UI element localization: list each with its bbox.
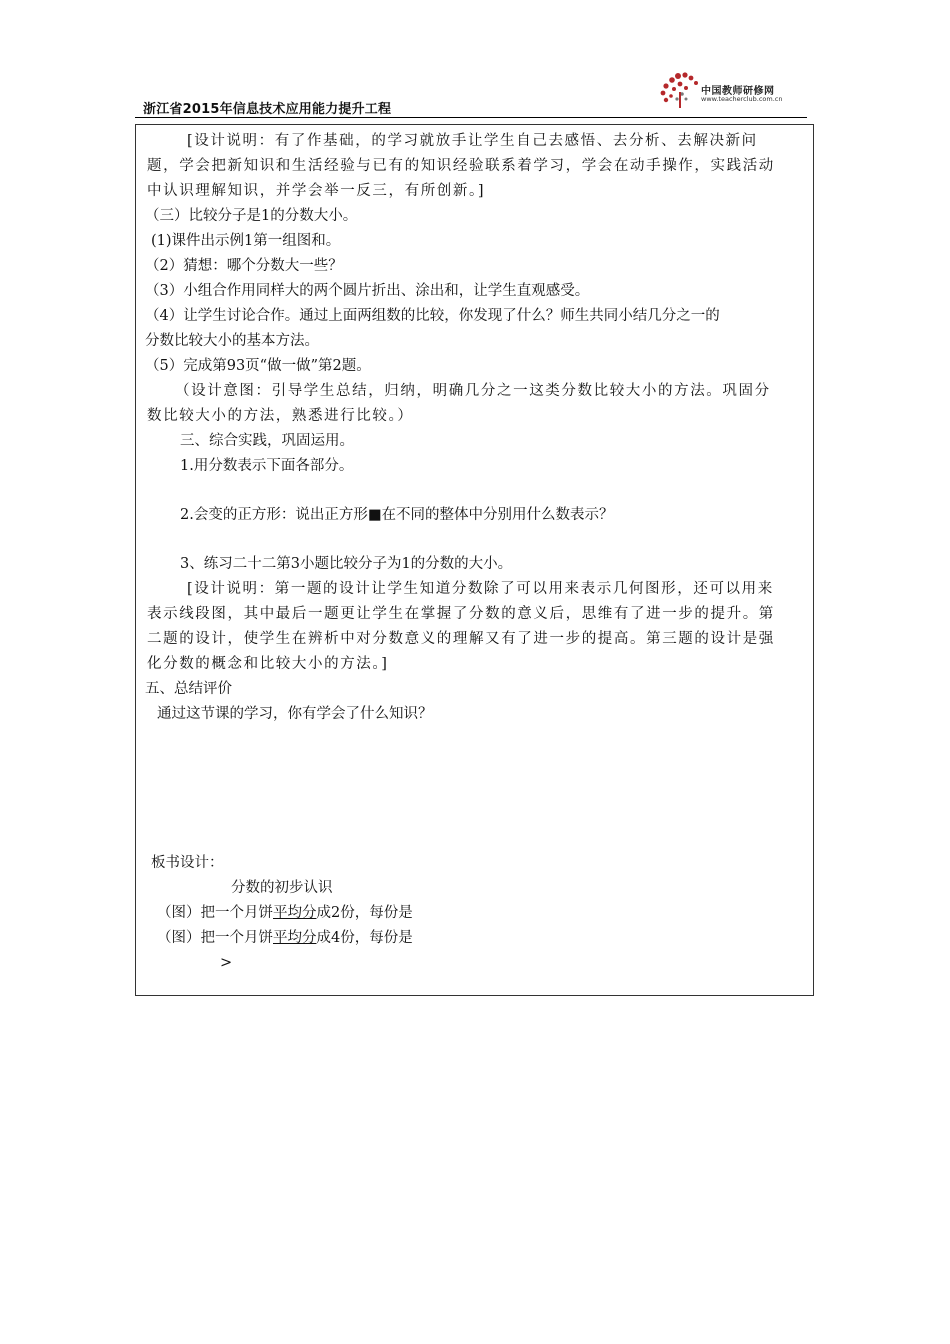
section-compare-title: （三）比较分子是1的分数大小。 (145, 208, 358, 224)
section-practice-title: 三、综合实践，巩固运用。 (180, 433, 354, 449)
board-line-2-underlined: 平均分 (273, 930, 317, 946)
design-note-2-line-2: 表示线段图，其中最后一题更让学生在掌握了分数的意义后，思维有了进一步的提升。第 (147, 606, 775, 622)
logo-name: 中国教师研修网 (701, 86, 775, 97)
board-comparison-sign: > (220, 955, 233, 971)
board-line-1 (157, 903, 413, 923)
design-note-2-line-1: [设计说明：第一题的设计让学生知道分数除了可以用来表示几何图形，还可以用来 (187, 581, 774, 597)
practice-item-2: 2.会变的正方形：说出正方形■在不同的整体中分别用什么数表示？ (180, 507, 614, 523)
design-note-1-line-3: 中认识理解知识，并学会举一反三，有所创新。] (147, 183, 486, 199)
step-3: （3）小组合作用同样大的两个圆片折出、涂出和，让学生直观感受。 (145, 283, 590, 299)
board-line-2-c: 成4份，每份是 (316, 930, 413, 946)
step-2: （2）猜想：哪个分数大一些？ (145, 258, 343, 274)
board-title: 分数的初步认识 (231, 880, 333, 896)
board-line-2 (157, 928, 413, 948)
board-line-1-underlined: 平均分 (273, 905, 317, 921)
design-note-1-line-2: 题，学会把新知识和生活经验与已有的知识经验联系着学习，学会在动手操作，实践活动 (147, 158, 775, 174)
step-4-line-2: 分数比较大小的基本方法。 (145, 333, 319, 349)
logo-url: www.teacherclub.com.cn (701, 95, 783, 103)
design-intent-line-2: 数比较大小的方法，熟悉进行比较。） (147, 408, 414, 424)
board-line-1-a: （图）把一个月饼 (157, 905, 273, 921)
header-divider (135, 117, 807, 118)
board-line-1-c: 成2份，每份是 (316, 905, 413, 921)
practice-item-3: 3、练习二十二第3小题比较分子为1的分数的大小。 (180, 556, 513, 572)
step-5: （5）完成第93页“做一做”第2题。 (145, 358, 371, 374)
practice-item-1: 1.用分数表示下面各部分。 (180, 458, 354, 474)
step-1: (1)课件出示例1第一组图和。 (151, 233, 341, 249)
section-summary-title: 五、总结评价 (145, 681, 232, 697)
design-note-2-line-4: 化分数的概念和比较大小的方法。] (147, 656, 389, 672)
design-intent-line-1: （设计意图：引导学生总结，归纳，明确几分之一这类分数比较大小的方法。巩固分 (175, 383, 771, 399)
board-design-label: 板书设计： (151, 855, 224, 871)
design-note-2-line-3: 二题的设计，使学生在辨析中对分数意义的理解又有了进一步的提高。第三题的设计是强 (147, 631, 775, 647)
page-header-title: 浙江省2015年信息技术应用能力提升工程 (143, 102, 392, 117)
step-4-line-1: （4）让学生讨论合作。通过上面两组数的比较，你发现了什么？师生共同小结几分之一的 (145, 308, 720, 324)
board-line-2-a: （图）把一个月饼 (157, 930, 273, 946)
summary-question: 通过这节课的学习，你有学会了什么知识？ (157, 706, 433, 722)
design-note-1-line-1: [设计说明：有了作基础，的学习就放手让学生自己去感悟、去分析、去解决新问 (187, 133, 758, 149)
